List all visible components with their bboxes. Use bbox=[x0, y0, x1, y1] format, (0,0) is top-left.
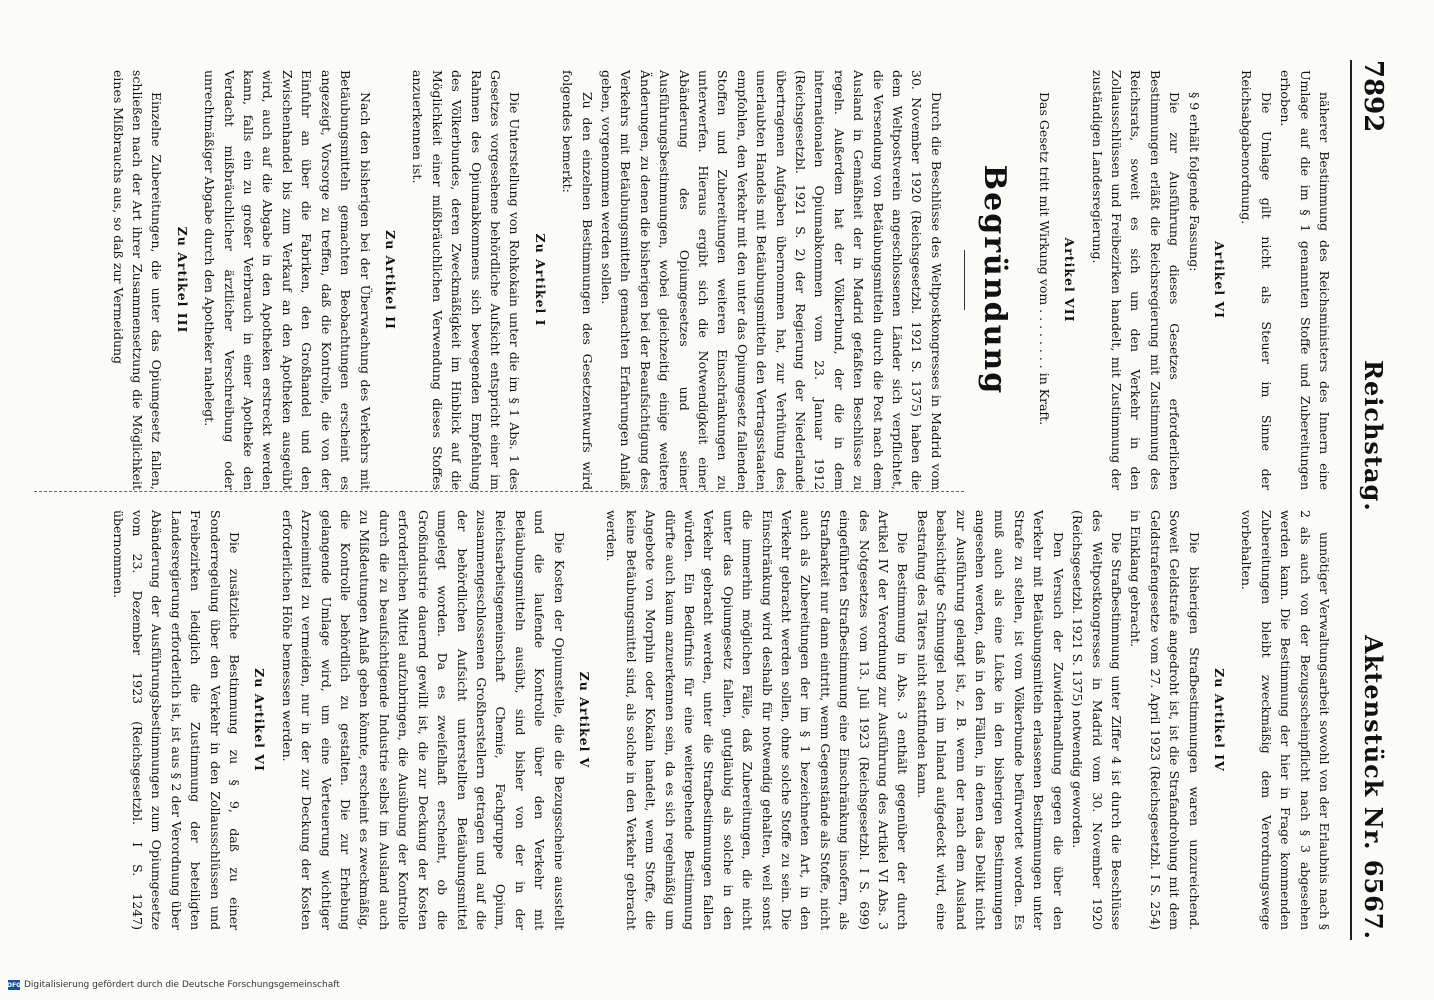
article-heading: Zu Artikel I bbox=[532, 233, 548, 327]
document-reference: Aktenstück Nr. 6567. bbox=[1359, 635, 1388, 940]
article-heading: Zu Artikel II bbox=[382, 230, 398, 330]
paragraph: Die bisherigen Strafbestimmungen waren unzureichend. Soweit Geldstrafe angedroht ist, ist die Strafandrohung mit dem Geldstrafengesetze vom 27. April 1923 (Reichsgesetzbl. I S. 254) in Einklang gebracht. bbox=[1128, 510, 1202, 930]
left-column bbox=[110, 70, 1334, 490]
right-column bbox=[110, 510, 1334, 930]
article-heading: Zu Artikel III bbox=[174, 226, 190, 334]
paragraph: Das Gesetz tritt mit Wirkung vom . . . . . . . . in Kraft. bbox=[1036, 92, 1052, 426]
article-heading: Zu Artikel IV bbox=[1211, 668, 1227, 772]
page-header bbox=[1350, 60, 1392, 940]
digitization-footer bbox=[8, 980, 340, 990]
divider-rule bbox=[964, 250, 965, 310]
paragraph: Nach den bisherigen bei der Überwachung des Verkehrs mit Betäubungsmitteln gemachten Beobachtungen erscheint es angezeigt, Vorsorge zu treffen, daß die Kontrolle, die von der Einfuhr an über die Fabriken, den Großhandel und den Zwischenhandel bis zum Verkauf an den Apotheken ausgeübt wird, auch auf die Abgabe in den Apotheken erstreckt werden kann, falls ein zu großer Verbrauch in einer Apotheke den Verdacht mißbräuchlicher ärztlicher Verschreibung oder unrechtmäßiger Abgabe durch den Apotheker nahelegt. bbox=[202, 70, 373, 490]
paragraph: Den Versuch der Zuwiderhandlung gegen die über den Verkehr mit Betäubungsmitteln erlassenen Bestimmungen unter Strafe zu stellen, ist vom Völkerbunde befürwortet worden. Es muß auch als eine Lücke in den bisherigen Bestimmungen angesehen werden, daß in den Fällen, in denen das Delikt nicht zur Ausführung gelangt ist, z. B. wenn der nach dem Ausland beabsichtigte Schmuggel noch im Inland aufgedeckt wird, eine Bestrafung des Täters nicht stattfinden kann. bbox=[914, 510, 1066, 930]
paragraph: Einzelne Zubereitungen, die unter das Opiumgesetz fallen, schließen nach der Art ihrer Zusammensetzung die Möglichkeit eines Mißbrauchs aus, so daß zur Vermeidung bbox=[110, 70, 165, 490]
paragraph: Die zusätzliche Bestimmung zu § 9, daß zu einer Sonderregelung über den Verkehr in den Zollausschlüssen und Freibezirken lediglich die Zustimmung der beteiligten Landesregierung erforderlich ist, ist aus § 2 der Verordnung über Abänderung der Ausführungsbestimmungen zum Opiumgesetze vom 23. Dezember 1923 (Reichsgesetzbl. I S. 1247) übernommen. bbox=[110, 510, 243, 930]
paragraph: Die Unterstellung von Rohkokain unter die im § 1 Abs. 1 des Gesetzes vorgesehene behördliche Aufsicht entspricht einer im Rahmen des Opiumabkommens sich bewegenden Empfehlung des Völkerbundes, deren Zweckmäßigkeit im Hinblick auf die Möglichkeit einer mißbräuchlichen Verwendung dieses Stoffes anzuerkennen ist. bbox=[410, 70, 523, 490]
dfg-logo-icon: DFG bbox=[7, 981, 22, 989]
paragraph: Die Kosten der Opiumstelle, die die Bezugsscheine ausstellt und die laufende Kontrolle über den Verkehr mit Betäubungsmitteln ausübt, sind bisher von der in der Reichsarbeitsgemeinschaft Chemie, Fachgruppe Opium, zusammengeschlossenen Großherstellern getragen und auf die der behördlichen Aufsicht unterstellten Betäubungsmittel umgelegt worden. Da es zweifelhaft erscheint, ob die Großindustrie dauernd gewillt ist, die zur Deckung der Kosten erforderlichen Mittel aufzubringen, die Ausübung der Kontrolle durch die zu beaufsichtigende Industrie selbst im Ausland auch zu Mißdeutungen Anlaß geben könnte, erscheint es zweckmäßig, die Kontrolle behördlich zu gestalten. Die zur Erhebung gelangende Umlage wird, um eine Verteuerung wichtiger Arzneimittel zu vermeiden, nur in der zur Deckung der Kosten erforderlichen Höhe bemessen werden. bbox=[279, 510, 567, 930]
column-divider bbox=[34, 491, 964, 492]
article-heading: Zu Artikel V bbox=[576, 671, 592, 769]
paragraph: Die Umlage gilt nicht als Steuer im Sinne der Reichsabgabenordnung. bbox=[1239, 70, 1274, 490]
article-heading: Zu Artikel VI bbox=[252, 668, 268, 772]
section-title: Begründung bbox=[977, 164, 1013, 396]
paragraph: Die Bestimmung in Abs. 3 enthält gegenüber der durch Artikel IV der Verordnung zur Ausführung des Artikel VI Abs. 3 des Notgesetzes vom 13. Juli 1923 (Reichsgesetzbl. I S. 699) eingeführten Strafbestimmung eine Einschränkung insofern, als Strafbarkeit nur dann eintritt, wenn Gegenstände als Stoffe, nicht auch als Zubereitungen der im § 1 bezeichneten Art, in den Verkehr gebracht werden sollen, ohne solche Stoffe zu sein. Die Einschränkung wird deshalb für notwendig gehalten, weil sonst die immerhin möglichen Fälle, daß Zubereitungen, die nicht unter das Opiumgesetz fallen, gutgläubig als solche in den Verkehr gebracht werden, unter die Strafbestimmungen fallen würden. Ein Bedürfnis für eine weitergehende Bestimmung dürfte auch kaum anzuerkennen sein, da es sich regelmäßig um Angebote von Morphin oder Kokain handelt, wenn Stoffe, die keine Betäubungsmittel sind, als solche in den Verkehr gebracht werden. bbox=[604, 510, 911, 930]
article-heading: Artikel VI bbox=[1211, 240, 1227, 320]
paragraph: § 9 erhält folgende Fassung: bbox=[1186, 92, 1202, 272]
running-title: Reichstag. bbox=[1359, 360, 1388, 512]
article-heading: Artikel VII bbox=[1062, 237, 1078, 323]
page-number: 7892 bbox=[1358, 60, 1388, 133]
paragraph: Durch die Beschlüsse des Weltpostkongresses in Madrid vom 30. November 1920 (Reichsgesetzbl. 1921 S. 1375) haben die dem Weltpostverein angeschlossenen Länder sich verpflichtet, die Versendung von Betäubungsmitteln durch die Post nach dem Ausland in Gemäßheit der in Madrid gefaßten Beschlüsse zu regeln. Außerdem hat der Völkerbund, der die in dem internationalen Opiumabkommen vom 23. Januar 1912 (Reichsgesetzbl. 1921 S. 2) der Regierung der Niederlande übertragenen Aufgaben übernommen hat, zur Verhütung des unerlaubten Handels mit Betäubungsmitteln den Vertragsstaaten empfohlen, den Verkehr mit den unter das Opiumgesetz fallenden Stoffen und Zubereitungen weiteren Einschränkungen zu unterwerfen. Hieraus ergibt sich die Notwendigkeit einer Abänderung des Opiumgesetzes und seiner Ausführungsbestimmungen, wobei gleichzeitig einige weitere Änderungen, zu denen die bisherigen bei der Beaufsichtigung des Verkehrs mit Betäubungsmitteln gemachten Erfahrungen Anlaß geben, vorgenommen werden sollen. bbox=[599, 70, 944, 490]
paragraph: Die zur Ausführung dieses Gesetzes erforderlichen Bestimmungen erläßt die Reichsregierung mit Zustimmung des Reichsrats, soweit es sich um den Verkehr in den Zollausschlüssen und Freibezirken handelt, mit Zustimmung der zuständigen Landesregierung. bbox=[1089, 70, 1183, 490]
paragraph: Die Strafbestimmung unter Ziffer 4 ist durch die Beschlüsse des Weltpostkongresses in Madrid vom 30. November 1920 (Reichsgesetzbl. 1921 S. 1375) notwendig geworden. bbox=[1070, 510, 1124, 930]
footer-note-text: Digitalisierung gefördert durch die Deutsche Forschungsgemeinschaft bbox=[24, 980, 340, 990]
paragraph: unnötiger Verwaltungsarbeit sowohl von der Erlaubnis nach § 2 als auch von der Bezugsscheinpflicht nach § 3 abgesehen werden kann. Die Bestimmung der hier in Frage kommenden Zubereitungen bleibt zweckmäßig dem Verordnungswege vorbehalten. bbox=[1239, 510, 1332, 930]
paragraph: näherer Bestimmung des Reichsministers des Innern eine Umlage auf die im § 1 genannten Stoffe und Zubereitungen erhoben. bbox=[1278, 70, 1332, 490]
paragraph: Zu den einzelnen Bestimmungen des Gesetzentwurfs wird folgendes bemerkt: bbox=[560, 70, 595, 490]
